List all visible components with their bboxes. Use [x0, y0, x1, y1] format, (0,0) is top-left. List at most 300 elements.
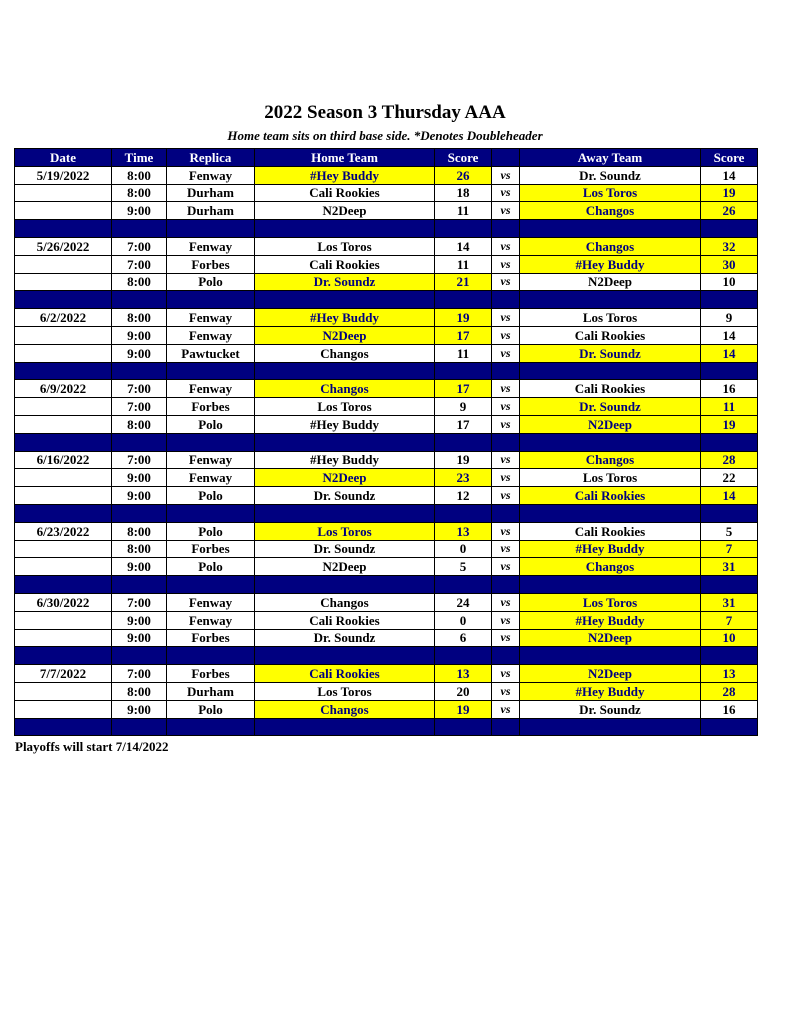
- away-score-cell: 16: [701, 380, 758, 398]
- field-cell: Fenway: [167, 380, 255, 398]
- game-row: [15, 273, 758, 291]
- away-team-cell: Dr. Soundz: [520, 344, 701, 362]
- away-score-cell: 28: [701, 682, 758, 700]
- vs-cell: vs: [492, 273, 520, 291]
- game-row: [15, 344, 758, 362]
- separator-cell: [255, 576, 435, 594]
- header-replica: Replica: [167, 149, 255, 167]
- home-team-cell: #Hey Buddy: [255, 451, 435, 469]
- field-cell: Fenway: [167, 237, 255, 255]
- game-row: [15, 682, 758, 700]
- home-team-cell: Los Toros: [255, 682, 435, 700]
- date-cell: [15, 700, 112, 718]
- date-cell: 7/7/2022: [15, 665, 112, 683]
- home-score-cell: 21: [435, 273, 492, 291]
- vs-cell: vs: [492, 700, 520, 718]
- home-score-cell: 11: [435, 202, 492, 220]
- home-score-cell: 19: [435, 700, 492, 718]
- away-score-cell: 14: [701, 326, 758, 344]
- separator-cell: [492, 504, 520, 522]
- away-score-cell: 9: [701, 309, 758, 327]
- field-cell: Durham: [167, 184, 255, 202]
- playoffs-note: Playoffs will start 7/14/2022: [15, 739, 169, 754]
- game-row: [15, 558, 758, 576]
- separator-cell: [701, 362, 758, 380]
- separator-cell: [15, 291, 112, 309]
- date-cell: 6/16/2022: [15, 451, 112, 469]
- vs-cell: vs: [492, 558, 520, 576]
- date-cell: [15, 611, 112, 629]
- separator-cell: [167, 718, 255, 736]
- separator-cell: [492, 718, 520, 736]
- time-cell: 8:00: [112, 309, 167, 327]
- week-separator-row: [15, 647, 758, 665]
- field-cell: Fenway: [167, 326, 255, 344]
- home-score-cell: 17: [435, 326, 492, 344]
- field-cell: Forbes: [167, 629, 255, 647]
- separator-cell: [167, 433, 255, 451]
- home-team-cell: Cali Rookies: [255, 184, 435, 202]
- separator-cell: [112, 433, 167, 451]
- game-row: [15, 629, 758, 647]
- game-row: [15, 166, 758, 184]
- separator-cell: [492, 291, 520, 309]
- home-score-cell: 9: [435, 398, 492, 416]
- home-team-cell: #Hey Buddy: [255, 309, 435, 327]
- away-score-cell: 26: [701, 202, 758, 220]
- game-row: [15, 237, 758, 255]
- vs-cell: vs: [492, 469, 520, 487]
- date-cell: [15, 469, 112, 487]
- away-score-cell: 14: [701, 344, 758, 362]
- time-cell: 8:00: [112, 415, 167, 433]
- vs-cell: vs: [492, 522, 520, 540]
- home-score-cell: 18: [435, 184, 492, 202]
- separator-cell: [520, 220, 701, 238]
- home-team-cell: Changos: [255, 593, 435, 611]
- time-cell: 7:00: [112, 255, 167, 273]
- away-team-cell: #Hey Buddy: [520, 682, 701, 700]
- date-cell: 6/30/2022: [15, 593, 112, 611]
- game-row: [15, 184, 758, 202]
- home-team-cell: Los Toros: [255, 398, 435, 416]
- home-team-cell: N2Deep: [255, 326, 435, 344]
- game-row: [15, 326, 758, 344]
- separator-cell: [255, 647, 435, 665]
- schedule-table: [14, 148, 758, 736]
- home-team-cell: Changos: [255, 700, 435, 718]
- separator-cell: [520, 576, 701, 594]
- home-score-cell: 12: [435, 487, 492, 505]
- home-score-cell: 19: [435, 309, 492, 327]
- separator-cell: [15, 362, 112, 380]
- date-cell: [15, 344, 112, 362]
- separator-cell: [435, 576, 492, 594]
- separator-cell: [167, 291, 255, 309]
- field-cell: Fenway: [167, 593, 255, 611]
- home-score-cell: 20: [435, 682, 492, 700]
- separator-cell: [701, 504, 758, 522]
- separator-cell: [255, 718, 435, 736]
- separator-cell: [435, 362, 492, 380]
- home-team-cell: Dr. Soundz: [255, 540, 435, 558]
- away-team-cell: Changos: [520, 451, 701, 469]
- time-cell: 7:00: [112, 593, 167, 611]
- time-cell: 7:00: [112, 398, 167, 416]
- away-score-cell: 19: [701, 415, 758, 433]
- away-team-cell: Cali Rookies: [520, 487, 701, 505]
- game-row: [15, 255, 758, 273]
- field-cell: Polo: [167, 558, 255, 576]
- field-cell: Fenway: [167, 469, 255, 487]
- away-score-cell: 13: [701, 665, 758, 683]
- vs-cell: vs: [492, 682, 520, 700]
- separator-cell: [701, 647, 758, 665]
- game-row: [15, 469, 758, 487]
- separator-cell: [112, 291, 167, 309]
- home-score-cell: 0: [435, 611, 492, 629]
- time-cell: 9:00: [112, 700, 167, 718]
- away-team-cell: Changos: [520, 237, 701, 255]
- home-score-cell: 26: [435, 166, 492, 184]
- date-cell: [15, 487, 112, 505]
- home-score-cell: 23: [435, 469, 492, 487]
- week-separator-row: [15, 433, 758, 451]
- vs-cell: vs: [492, 344, 520, 362]
- separator-cell: [255, 504, 435, 522]
- date-cell: [15, 682, 112, 700]
- away-score-cell: 7: [701, 611, 758, 629]
- time-cell: 9:00: [112, 629, 167, 647]
- separator-cell: [492, 433, 520, 451]
- game-row: [15, 451, 758, 469]
- date-cell: 6/2/2022: [15, 309, 112, 327]
- vs-cell: vs: [492, 629, 520, 647]
- home-team-cell: Cali Rookies: [255, 611, 435, 629]
- home-team-cell: Changos: [255, 380, 435, 398]
- date-cell: [15, 273, 112, 291]
- vs-cell: vs: [492, 611, 520, 629]
- game-row: [15, 700, 758, 718]
- time-cell: 9:00: [112, 202, 167, 220]
- away-score-cell: 5: [701, 522, 758, 540]
- date-cell: [15, 629, 112, 647]
- game-row: [15, 611, 758, 629]
- game-row: [15, 665, 758, 683]
- separator-cell: [435, 433, 492, 451]
- home-score-cell: 5: [435, 558, 492, 576]
- separator-cell: [520, 718, 701, 736]
- game-row: [15, 593, 758, 611]
- vs-cell: vs: [492, 540, 520, 558]
- field-cell: Forbes: [167, 398, 255, 416]
- vs-cell: vs: [492, 487, 520, 505]
- field-cell: Fenway: [167, 611, 255, 629]
- away-score-cell: 10: [701, 629, 758, 647]
- field-cell: Polo: [167, 487, 255, 505]
- home-team-cell: Changos: [255, 344, 435, 362]
- separator-cell: [112, 362, 167, 380]
- away-team-cell: Los Toros: [520, 184, 701, 202]
- away-team-cell: Dr. Soundz: [520, 166, 701, 184]
- time-cell: 8:00: [112, 540, 167, 558]
- vs-cell: vs: [492, 380, 520, 398]
- game-row: [15, 415, 758, 433]
- away-team-cell: Cali Rookies: [520, 522, 701, 540]
- date-cell: [15, 540, 112, 558]
- date-cell: [15, 326, 112, 344]
- separator-cell: [112, 220, 167, 238]
- away-score-cell: 7: [701, 540, 758, 558]
- away-score-cell: 28: [701, 451, 758, 469]
- away-score-cell: 22: [701, 469, 758, 487]
- time-cell: 7:00: [112, 665, 167, 683]
- home-score-cell: 17: [435, 415, 492, 433]
- week-separator-row: [15, 504, 758, 522]
- week-separator-row: [15, 291, 758, 309]
- vs-cell: vs: [492, 326, 520, 344]
- separator-cell: [15, 647, 112, 665]
- away-score-cell: 10: [701, 273, 758, 291]
- separator-cell: [520, 291, 701, 309]
- home-score-cell: 0: [435, 540, 492, 558]
- separator-cell: [112, 647, 167, 665]
- field-cell: Fenway: [167, 166, 255, 184]
- game-row: [15, 522, 758, 540]
- vs-cell: vs: [492, 593, 520, 611]
- vs-cell: vs: [492, 184, 520, 202]
- vs-cell: vs: [492, 237, 520, 255]
- separator-cell: [167, 362, 255, 380]
- time-cell: 9:00: [112, 558, 167, 576]
- field-cell: Fenway: [167, 309, 255, 327]
- separator-cell: [167, 504, 255, 522]
- date-cell: 6/9/2022: [15, 380, 112, 398]
- field-cell: Durham: [167, 202, 255, 220]
- time-cell: 7:00: [112, 237, 167, 255]
- game-row: [15, 540, 758, 558]
- separator-cell: [520, 433, 701, 451]
- away-team-cell: Los Toros: [520, 469, 701, 487]
- separator-cell: [255, 433, 435, 451]
- away-team-cell: Changos: [520, 202, 701, 220]
- time-cell: 8:00: [112, 522, 167, 540]
- field-cell: Polo: [167, 273, 255, 291]
- separator-cell: [492, 362, 520, 380]
- time-cell: 8:00: [112, 273, 167, 291]
- time-cell: 7:00: [112, 451, 167, 469]
- separator-cell: [255, 362, 435, 380]
- game-row: [15, 398, 758, 416]
- field-cell: Durham: [167, 682, 255, 700]
- field-cell: Pawtucket: [167, 344, 255, 362]
- separator-cell: [701, 433, 758, 451]
- away-score-cell: 11: [701, 398, 758, 416]
- home-team-cell: Dr. Soundz: [255, 629, 435, 647]
- away-team-cell: N2Deep: [520, 629, 701, 647]
- home-team-cell: Los Toros: [255, 237, 435, 255]
- vs-cell: vs: [492, 309, 520, 327]
- date-cell: 5/26/2022: [15, 237, 112, 255]
- separator-cell: [701, 291, 758, 309]
- away-team-cell: Changos: [520, 558, 701, 576]
- away-team-cell: #Hey Buddy: [520, 540, 701, 558]
- away-team-cell: N2Deep: [520, 273, 701, 291]
- separator-cell: [15, 220, 112, 238]
- home-score-cell: 19: [435, 451, 492, 469]
- header-away-team: Away Team: [520, 149, 701, 167]
- time-cell: 8:00: [112, 184, 167, 202]
- vs-cell: vs: [492, 166, 520, 184]
- separator-cell: [701, 220, 758, 238]
- vs-cell: vs: [492, 255, 520, 273]
- away-score-cell: 31: [701, 558, 758, 576]
- separator-cell: [492, 576, 520, 594]
- week-separator-row: [15, 220, 758, 238]
- separator-cell: [255, 220, 435, 238]
- separator-cell: [435, 504, 492, 522]
- date-cell: [15, 398, 112, 416]
- away-score-cell: 32: [701, 237, 758, 255]
- home-score-cell: 6: [435, 629, 492, 647]
- separator-cell: [112, 576, 167, 594]
- field-cell: Fenway: [167, 451, 255, 469]
- away-team-cell: #Hey Buddy: [520, 611, 701, 629]
- away-score-cell: 16: [701, 700, 758, 718]
- page-subtitle: Home team sits on third base side. *Denotes Doubleheader: [227, 128, 543, 143]
- game-row: [15, 309, 758, 327]
- header-row: [15, 149, 758, 167]
- away-team-cell: #Hey Buddy: [520, 255, 701, 273]
- separator-cell: [15, 504, 112, 522]
- home-score-cell: 24: [435, 593, 492, 611]
- time-cell: 7:00: [112, 380, 167, 398]
- separator-cell: [701, 718, 758, 736]
- week-separator-row: [15, 362, 758, 380]
- date-cell: 6/23/2022: [15, 522, 112, 540]
- time-cell: 9:00: [112, 469, 167, 487]
- date-cell: 5/19/2022: [15, 166, 112, 184]
- home-team-cell: Dr. Soundz: [255, 273, 435, 291]
- separator-cell: [167, 647, 255, 665]
- field-cell: Forbes: [167, 255, 255, 273]
- separator-cell: [167, 220, 255, 238]
- date-cell: [15, 202, 112, 220]
- home-score-cell: 13: [435, 522, 492, 540]
- header-date: Date: [15, 149, 112, 167]
- home-team-cell: N2Deep: [255, 558, 435, 576]
- time-cell: 8:00: [112, 166, 167, 184]
- time-cell: 8:00: [112, 682, 167, 700]
- separator-cell: [492, 647, 520, 665]
- home-team-cell: #Hey Buddy: [255, 166, 435, 184]
- away-team-cell: Los Toros: [520, 309, 701, 327]
- home-team-cell: N2Deep: [255, 469, 435, 487]
- separator-cell: [112, 718, 167, 736]
- vs-cell: vs: [492, 665, 520, 683]
- game-row: [15, 380, 758, 398]
- separator-cell: [520, 504, 701, 522]
- separator-cell: [255, 291, 435, 309]
- separator-cell: [435, 718, 492, 736]
- home-score-cell: 13: [435, 665, 492, 683]
- time-cell: 9:00: [112, 487, 167, 505]
- separator-cell: [492, 220, 520, 238]
- home-team-cell: Dr. Soundz: [255, 487, 435, 505]
- away-team-cell: Cali Rookies: [520, 380, 701, 398]
- home-team-cell: Cali Rookies: [255, 255, 435, 273]
- field-cell: Polo: [167, 522, 255, 540]
- separator-cell: [15, 576, 112, 594]
- separator-cell: [435, 291, 492, 309]
- page-title: 2022 Season 3 Thursday AAA: [264, 102, 506, 123]
- field-cell: Polo: [167, 415, 255, 433]
- week-separator-row: [15, 576, 758, 594]
- away-team-cell: N2Deep: [520, 415, 701, 433]
- away-score-cell: 31: [701, 593, 758, 611]
- header-away-score: Score: [701, 149, 758, 167]
- time-cell: 9:00: [112, 611, 167, 629]
- header-vs: [492, 149, 520, 167]
- game-row: [15, 202, 758, 220]
- date-cell: [15, 184, 112, 202]
- away-score-cell: 14: [701, 166, 758, 184]
- separator-cell: [15, 433, 112, 451]
- header-time: Time: [112, 149, 167, 167]
- away-team-cell: Cali Rookies: [520, 326, 701, 344]
- date-cell: [15, 415, 112, 433]
- home-score-cell: 17: [435, 380, 492, 398]
- home-team-cell: Los Toros: [255, 522, 435, 540]
- home-team-cell: Cali Rookies: [255, 665, 435, 683]
- vs-cell: vs: [492, 451, 520, 469]
- field-cell: Forbes: [167, 665, 255, 683]
- separator-cell: [701, 576, 758, 594]
- header-home-score: Score: [435, 149, 492, 167]
- game-row: [15, 487, 758, 505]
- away-team-cell: Dr. Soundz: [520, 398, 701, 416]
- time-cell: 9:00: [112, 344, 167, 362]
- separator-cell: [15, 718, 112, 736]
- vs-cell: vs: [492, 415, 520, 433]
- home-score-cell: 11: [435, 255, 492, 273]
- separator-cell: [435, 647, 492, 665]
- header-home-team: Home Team: [255, 149, 435, 167]
- separator-cell: [520, 647, 701, 665]
- away-score-cell: 14: [701, 487, 758, 505]
- separator-cell: [435, 220, 492, 238]
- date-cell: [15, 255, 112, 273]
- vs-cell: vs: [492, 398, 520, 416]
- away-team-cell: Los Toros: [520, 593, 701, 611]
- week-separator-row: [15, 718, 758, 736]
- date-cell: [15, 558, 112, 576]
- separator-cell: [167, 576, 255, 594]
- vs-cell: vs: [492, 202, 520, 220]
- time-cell: 9:00: [112, 326, 167, 344]
- separator-cell: [520, 362, 701, 380]
- field-cell: Forbes: [167, 540, 255, 558]
- away-team-cell: N2Deep: [520, 665, 701, 683]
- away-score-cell: 30: [701, 255, 758, 273]
- away-team-cell: Dr. Soundz: [520, 700, 701, 718]
- home-score-cell: 11: [435, 344, 492, 362]
- away-score-cell: 19: [701, 184, 758, 202]
- home-team-cell: #Hey Buddy: [255, 415, 435, 433]
- field-cell: Polo: [167, 700, 255, 718]
- home-score-cell: 14: [435, 237, 492, 255]
- home-team-cell: N2Deep: [255, 202, 435, 220]
